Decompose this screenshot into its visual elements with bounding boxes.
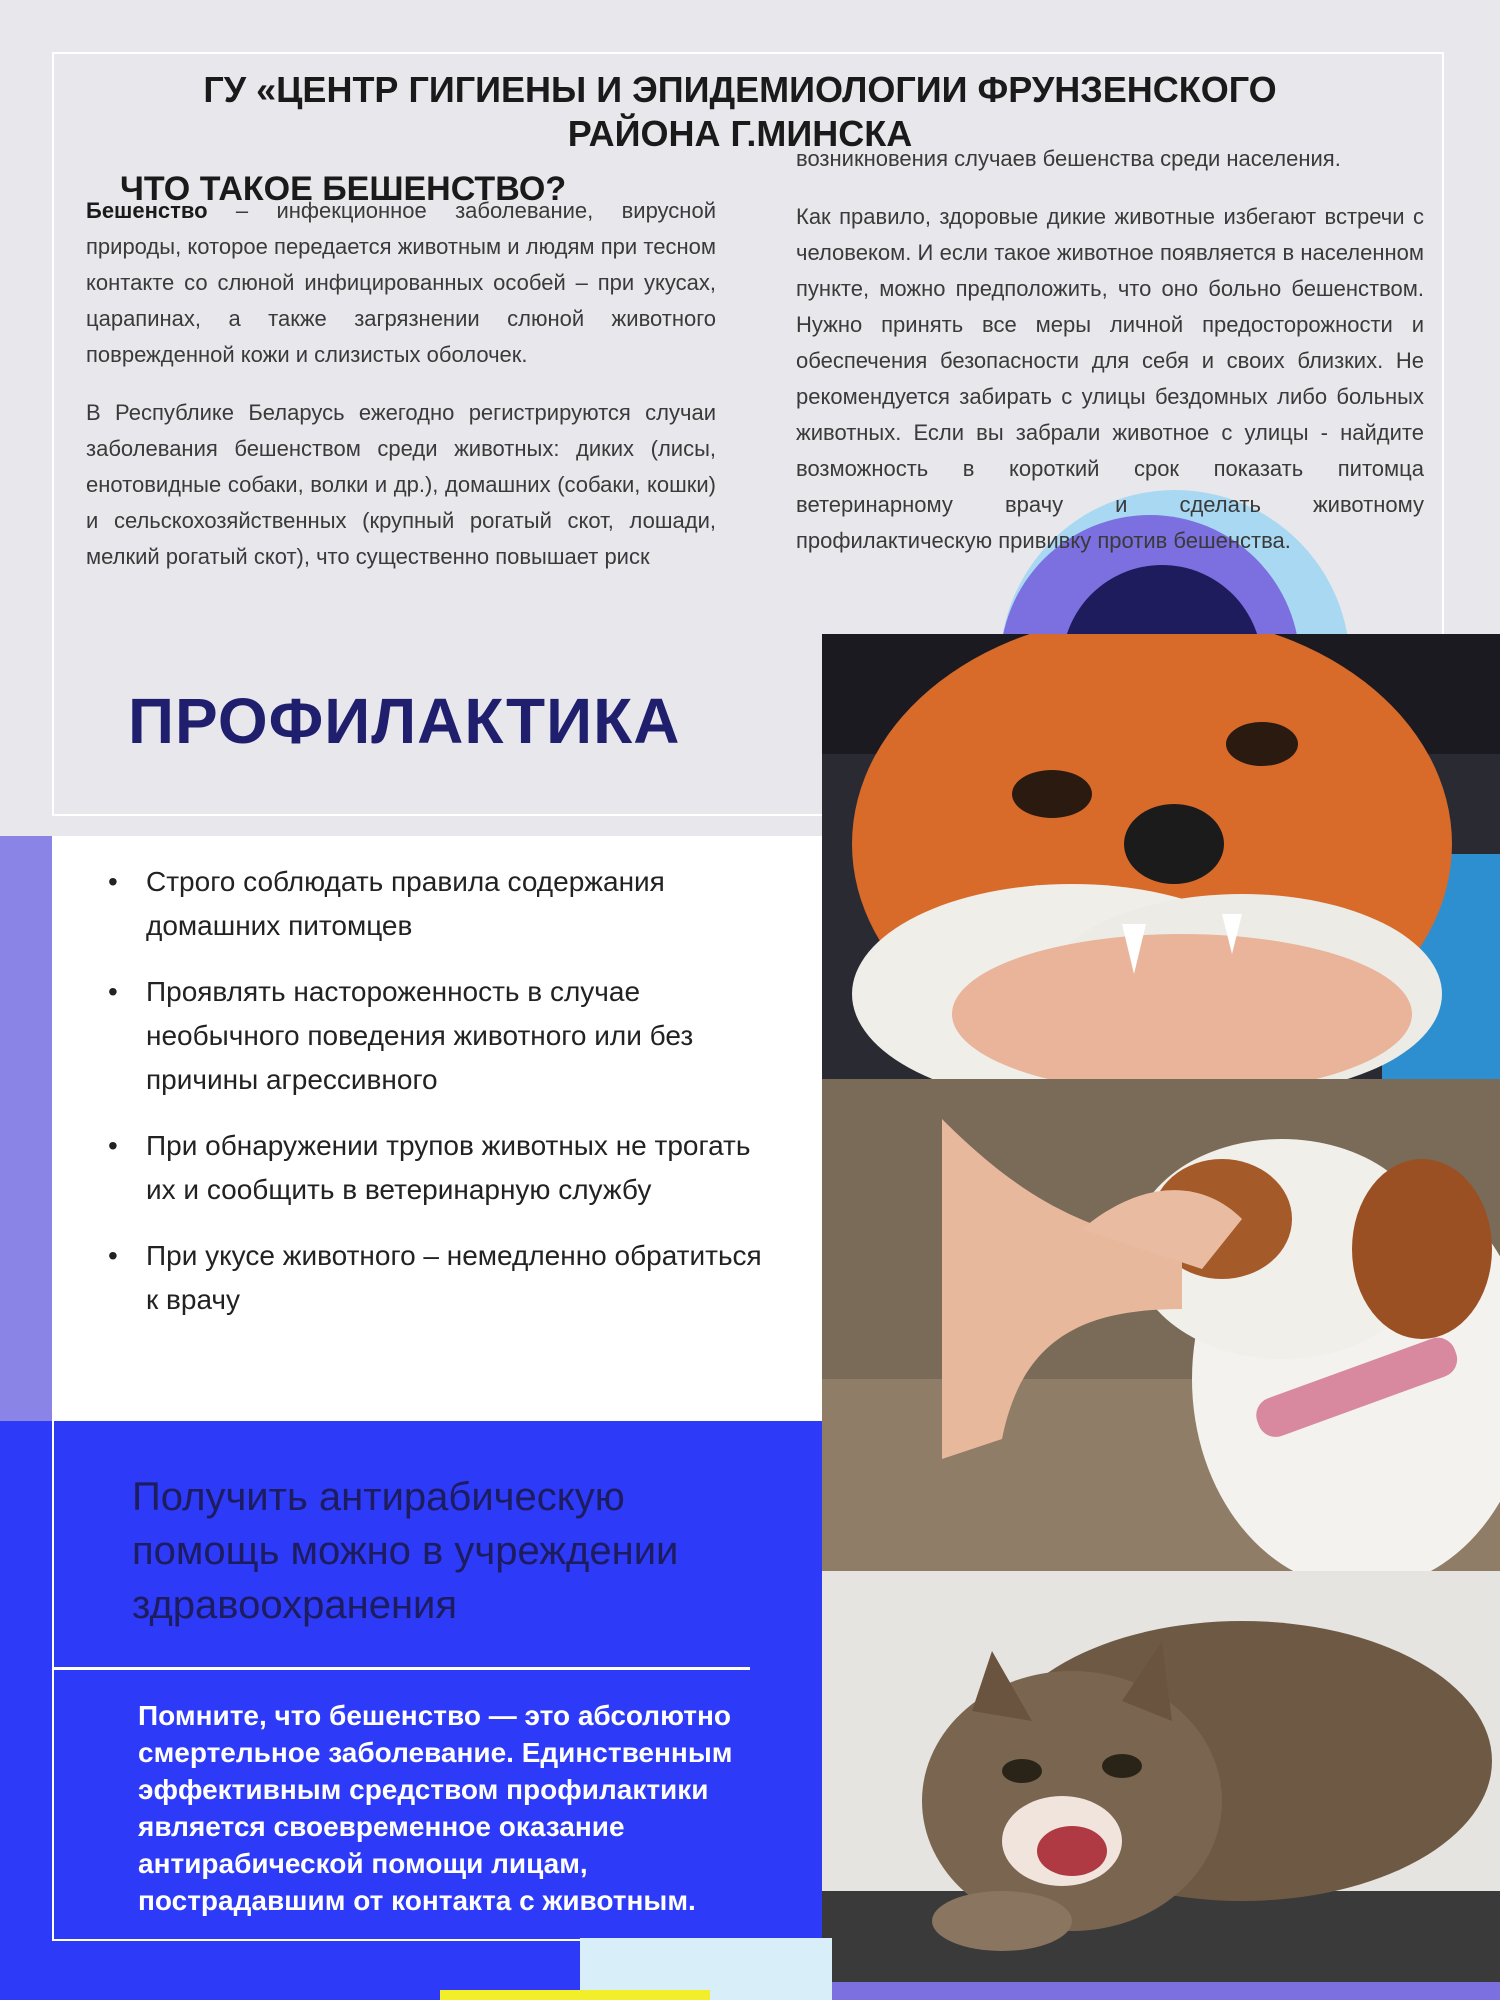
list-item-text: При обнаружении трупов животных не трогать их и сообщить в ветеринарную службу <box>146 1130 751 1205</box>
list-item <box>100 860 780 948</box>
list-item <box>100 1234 780 1322</box>
bullet-dot: • <box>108 976 118 1007</box>
antirabies-help-text: Получить антирабическую помощь можно в учреждении здравоохранения <box>132 1475 679 1627</box>
puppy-biting-hand-photo <box>822 1079 1500 1571</box>
list-item <box>100 970 780 1102</box>
list-item <box>100 1124 780 1212</box>
definition-term: Бешенство <box>86 198 208 223</box>
definition-paragraph <box>86 193 716 373</box>
title-line-2: РАЙОНА Г.МИНСКА <box>567 113 913 154</box>
fox-biting-hand-photo <box>822 634 1500 1079</box>
bullet-dot: • <box>108 1240 118 1271</box>
prevention-heading: ПРОФИЛАКТИКА <box>128 685 681 757</box>
what-is-heading: ЧТО ТАКОЕ БЕШЕНСТВО? <box>120 170 567 208</box>
bullet-dot: • <box>108 1130 118 1161</box>
belarus-paragraph: В Республике Беларусь ежегодно регистрируются случаи заболевания бешенством среди животных: диких (лисы, енотовидные собаки, волки и др.), домашних (собаки, кошки) и сельскохозяйственных (крупный рогатый скот, лошади, мелкий рогатый скот), что существенно повышает риск <box>86 400 716 569</box>
what-is-left-column <box>86 193 716 597</box>
remember-warning-text: Помните, что бешенство — это абсолютно смертельное заболевание. Единственным эффективным средством профилактики является своевременное оказание антирабической помощи лицам, пострадавшим от контакта с животным. <box>138 1700 733 1916</box>
bottom-accent-yellow <box>440 1990 710 2000</box>
list-item-text: Строго соблюдать правила содержания домашних питомцев <box>146 866 665 941</box>
title-line-1: ГУ «ЦЕНТР ГИГИЕНЫ И ЭПИДЕМИОЛОГИИ ФРУНЗЕНСКОГО <box>203 69 1277 110</box>
wild-animals-paragraph: Как правило, здоровые дикие животные избегают встречи с человеком. И если такое животное появляется в населенном пункте, можно предположить, что оно больно бешенством. Нужно принять все меры личной предосторожности и обеспечения безопасности для себя и своих близких. Не рекомендуется забирать с улицы бездомных либо больных животных. Если вы забрали животное с улицы - найдите возможность в короткий срок показать питомца ветеринарному врачу и сделать животному профилактическую прививку против бешенства. <box>796 204 1424 553</box>
list-item-text: Проявлять настороженность в случае необычного поведения животного или без причины агрессивного <box>146 976 694 1095</box>
prevention-list <box>100 860 780 1344</box>
bottom-accent-violet <box>832 1982 1500 2000</box>
belarus-paragraph-continued: возникновения случаев бешенства среди населения. <box>796 146 1341 171</box>
what-is-right-column <box>796 141 1424 581</box>
frame-line <box>52 1421 54 1941</box>
left-accent-strip <box>0 836 52 1421</box>
hissing-cat-photo <box>822 1571 1500 1982</box>
divider <box>52 1667 750 1670</box>
list-item-text: При укусе животного – немедленно обратиться к врачу <box>146 1240 762 1315</box>
definition-text: – инфекционное заболевание, вирусной природы, которое передается животным и людям при тесном контакте со слюной инфицированных особей – при укусах, царапинах, а также загрязнении слюной животного поврежденной кожи и слизистых оболочек. <box>86 198 716 367</box>
bullet-dot: • <box>108 866 118 897</box>
